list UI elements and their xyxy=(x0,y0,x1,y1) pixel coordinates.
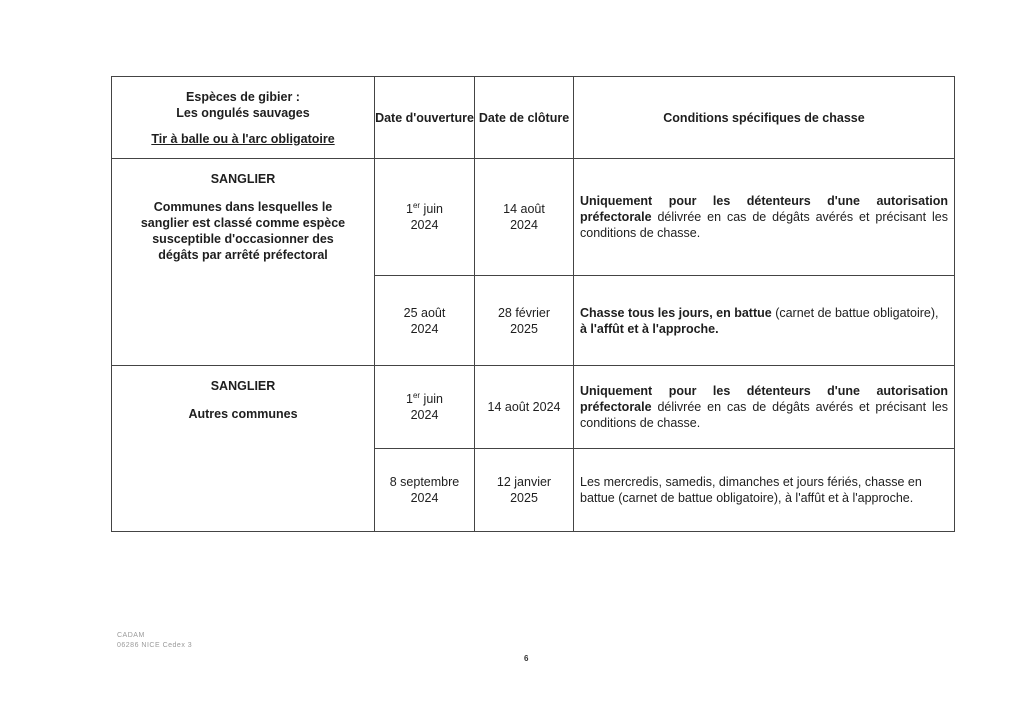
table-row xyxy=(112,366,955,449)
opening-date-header: Date d'ouverture xyxy=(375,77,475,159)
species-header-title: Espèces de gibier : xyxy=(186,89,300,104)
closing-year: 2024 xyxy=(510,218,538,232)
ordinal-suffix: er xyxy=(412,200,421,210)
conditions-bold: Chasse tous les jours, en battue xyxy=(580,305,772,320)
conditions-cell xyxy=(574,366,955,449)
opening-date: 8 septembre xyxy=(389,475,460,489)
species-name: SANGLIER xyxy=(210,379,276,393)
closing-date: 12 janvier xyxy=(496,475,552,489)
table-header-row xyxy=(112,77,955,159)
conditions-bold: Uniquement pour les détenteurs d'une autorisation préfectorale xyxy=(580,194,948,224)
opening-month: juin xyxy=(420,392,443,406)
species-cell xyxy=(112,159,375,366)
closing-date-header: Date de clôture xyxy=(475,77,574,159)
species-name: SANGLIER xyxy=(210,172,276,186)
opening-year: 2024 xyxy=(410,408,439,422)
opening-year: 2024 xyxy=(410,321,439,336)
conditions-text: délivrée en cas de dégâts avérés et précisant les conditions de chasse. xyxy=(580,210,948,240)
opening-year: 2024 xyxy=(410,218,439,232)
opening-day: 1 xyxy=(405,202,413,216)
ordinal-suffix: er xyxy=(412,390,421,400)
closing-date-cell xyxy=(475,276,574,366)
conditions-cell: Les mercredis, samedis, dimanches et jours fériés, chasse en battue (carnet de battue obligatoire), à l'affût et à l'approche. xyxy=(574,449,955,532)
closing-date: 14 août xyxy=(503,202,545,216)
closing-date-cell xyxy=(475,449,574,532)
conditions-bold: Uniquement pour les détenteurs d'une autorisation préfectorale xyxy=(580,384,948,414)
opening-date-cell xyxy=(375,159,475,276)
footer-address xyxy=(117,631,192,651)
conditions-text: (carnet de battue obligatoire), xyxy=(771,305,939,320)
opening-day: 1 xyxy=(405,392,413,406)
closing-year: 2025 xyxy=(510,491,538,505)
table-row xyxy=(112,159,955,276)
conditions-header: Conditions spécifiques de chasse xyxy=(574,77,955,159)
opening-date-cell xyxy=(375,449,475,532)
opening-date-cell xyxy=(375,276,475,366)
species-description: Autres communes xyxy=(188,407,298,421)
opening-month: juin xyxy=(420,202,443,216)
page-number: 6 xyxy=(524,654,529,663)
species-header-subtitle: Les ongulés sauvages xyxy=(176,105,310,120)
conditions-cell xyxy=(574,159,955,276)
conditions-bold-2: à l'affût et à l'approche. xyxy=(580,321,719,336)
species-header-cell xyxy=(112,77,375,159)
conditions-text: délivrée en cas de dégâts avérés et précisant les conditions de chasse. xyxy=(580,400,948,430)
footer-line-1: CADAM xyxy=(117,632,145,639)
species-description: Communes dans lesquelles le sanglier est classé comme espèce susceptible d'occasionner des dégâts par arrêté préfectoral xyxy=(140,200,346,262)
closing-date-cell: 14 août 2024 xyxy=(475,366,574,449)
closing-year: 2025 xyxy=(510,321,538,336)
footer-line-2: 06286 NICE Cedex 3 xyxy=(117,642,193,649)
opening-date: 25 août xyxy=(403,305,446,320)
hunting-dates-table xyxy=(111,76,955,532)
closing-date: 28 février xyxy=(497,305,551,320)
closing-date-cell xyxy=(475,159,574,276)
species-header-rule: Tir à balle ou à l'arc obligatoire xyxy=(151,131,335,146)
opening-date-cell xyxy=(375,366,475,449)
opening-year: 2024 xyxy=(410,491,439,505)
species-cell xyxy=(112,366,375,532)
conditions-cell xyxy=(574,276,955,366)
